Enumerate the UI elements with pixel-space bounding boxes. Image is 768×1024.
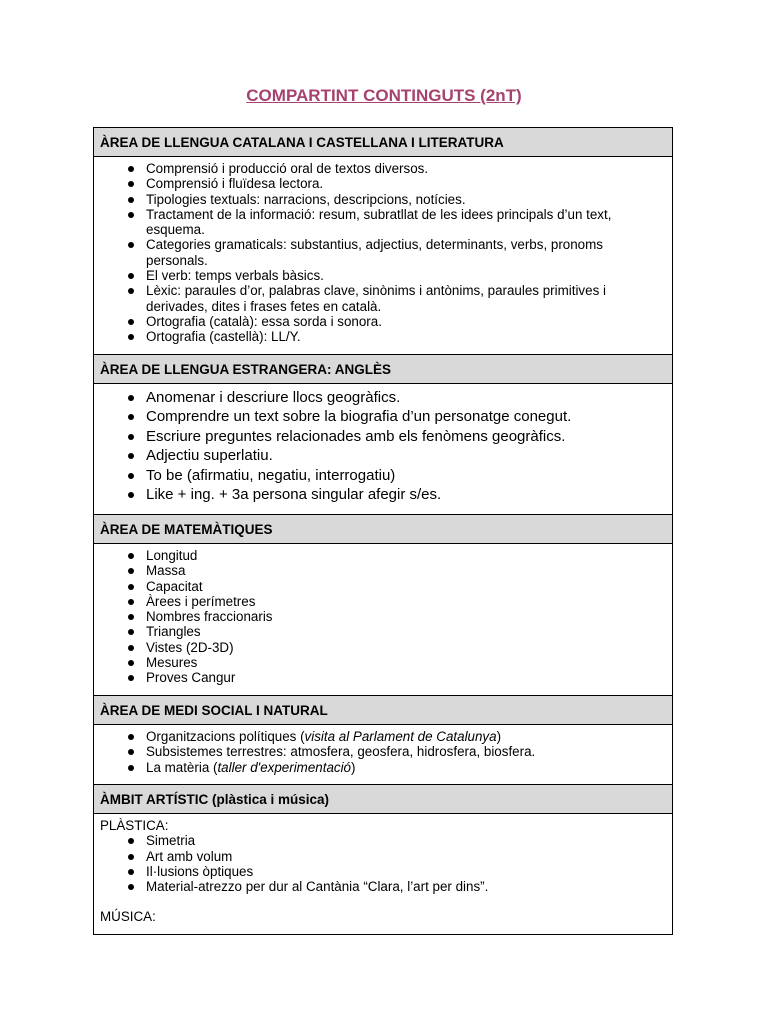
section-body-row — [94, 725, 673, 785]
list-item — [100, 729, 666, 744]
list-item: Escriure preguntes relacionades amb els fenòmens geogràfics. — [100, 427, 666, 446]
section-body — [94, 157, 673, 355]
list-item: Comprendre un text sobre la biografia d’un personatge conegut. — [100, 407, 666, 426]
list-item: Il·lusions òptiques — [100, 864, 666, 879]
list-item: Proves Cangur — [100, 670, 666, 685]
musica-label: MÚSICA: — [100, 909, 156, 925]
list-item: Anomenar i descriure llocs geogràfics. — [100, 388, 666, 407]
list-item: Categories gramaticals: substantius, adjectius, determinants, verbs, pronoms personals. — [100, 237, 666, 268]
section-heading-row — [94, 696, 673, 725]
item-text: Organitzacions polítiques ( — [146, 729, 305, 744]
list-item — [100, 744, 666, 759]
page-title: COMPARTINT CONTINGUTS (2nT) — [246, 86, 522, 105]
bullet-list — [100, 833, 666, 894]
section-heading-row — [94, 785, 673, 814]
list-item: Art amb volum — [100, 849, 666, 864]
list-item: Mesures — [100, 655, 666, 670]
list-item: Comprensió i fluïdesa lectora. — [100, 176, 666, 191]
bullet-list — [100, 388, 666, 504]
list-item: Comprensió i producció oral de textos diversos. — [100, 161, 666, 176]
section-body-row — [94, 384, 673, 515]
list-item: Triangles — [100, 624, 666, 639]
section-body — [94, 814, 673, 935]
section-body — [94, 544, 673, 696]
list-item: Capacitat — [100, 579, 666, 594]
list-item — [100, 760, 666, 775]
item-emphasis: taller d'experimentació — [217, 759, 352, 775]
item-text-after: ) — [496, 729, 502, 744]
item-text-after: ) — [351, 759, 356, 775]
plastica-label: PLÀSTICA: — [100, 818, 169, 833]
list-item: Like + ing. + 3a persona singular afegir s/es. — [100, 485, 666, 504]
bullet-list — [100, 161, 666, 345]
section-heading: ÀMBIT ARTÍSTIC (plàstica i música) — [94, 785, 673, 814]
item-text: Subsistemes terrestres: atmosfera, geosfera, hidrosfera, biosfera. — [146, 744, 536, 760]
list-item: Material-atrezzo per dur al Cantània “Clara, l’art per dins”. — [100, 879, 666, 894]
item-text: La matèria ( — [146, 759, 218, 775]
list-item: Àrees i perímetres — [100, 594, 666, 609]
item-emphasis: visita al Parlament de Catalunya — [304, 729, 497, 744]
bullet-list — [100, 548, 666, 686]
list-item: Tractament de la informació: resum, subratllat de les idees principals d’un text, esquema. — [100, 207, 666, 238]
spacer — [100, 894, 666, 909]
list-item: El verb: temps verbals bàsics. — [100, 268, 666, 283]
list-item: Ortografia (castellà): LL/Y. — [100, 329, 666, 344]
section-heading-row — [94, 128, 673, 157]
list-item: Lèxic: paraules d’or, palabras clave, sinònims i antònims, paraules primitives i derivades, dites i frases fetes en català. — [100, 283, 666, 314]
section-heading: ÀREA DE MEDI SOCIAL I NATURAL — [94, 696, 673, 725]
list-item: Nombres fraccionaris — [100, 609, 666, 624]
list-item: Vistes (2D-3D) — [100, 640, 666, 655]
section-body — [94, 725, 673, 785]
section-heading: ÀREA DE LLENGUA ESTRANGERA: ANGLÈS — [94, 355, 673, 384]
list-item: Tipologies textuals: narracions, descripcions, notícies. — [100, 192, 666, 207]
section-body-row — [94, 544, 673, 696]
section-body — [94, 384, 673, 515]
section-heading-row — [94, 355, 673, 384]
section-body-row — [94, 814, 673, 935]
list-item: Ortografia (català): essa sorda i sonora. — [100, 314, 666, 329]
list-item: Longitud — [100, 548, 666, 563]
section-heading: ÀREA DE MATEMÀTIQUES — [94, 515, 673, 544]
list-item: To be (afirmatiu, negatiu, interrogatiu) — [100, 466, 666, 485]
bullet-list — [100, 729, 666, 775]
section-body-row — [94, 157, 673, 355]
contents-table — [93, 127, 673, 935]
section-heading-row — [94, 515, 673, 544]
section-heading: ÀREA DE LLENGUA CATALANA I CASTELLANA I LITERATURA — [94, 128, 673, 157]
list-item: Adjectiu superlatiu. — [100, 446, 666, 465]
list-item: Massa — [100, 563, 666, 578]
list-item: Simetria — [100, 833, 666, 848]
